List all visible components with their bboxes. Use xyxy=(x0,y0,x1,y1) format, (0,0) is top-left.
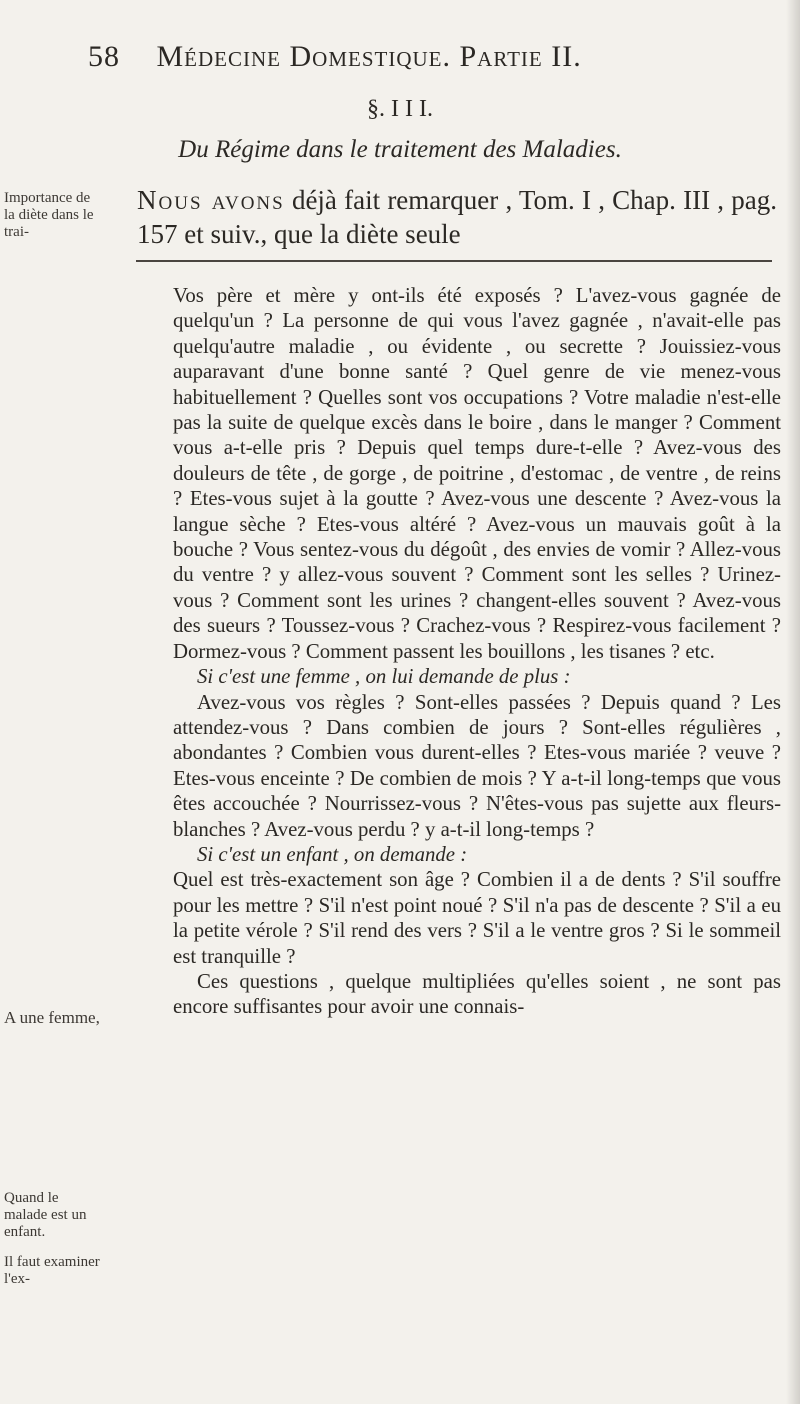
lead-first-words: Nous avons xyxy=(137,185,285,215)
margin-note-enfant: Quand le malade est un enfant. xyxy=(4,1190,87,1240)
section-title: Du Régime dans le traitement des Maladies. xyxy=(178,136,622,163)
section-number: §. I I I. xyxy=(367,96,433,122)
footnote-rule xyxy=(136,260,772,262)
lead-rest: déjà fait remarquer , Tom. I , Chap. III , pag. 157 et suiv., que la diète seule xyxy=(137,185,778,249)
paragraph-woman-questions: Avez-vous vos règles ? Sont-elles passées ? Depuis quand ? Les attendez-vous ? Dans combien de jours ? Sont-elles régulières , abondantes ? Combien vous durent-elles ? Etes-vous mariée ? veuve ? Etes-vous enceinte ? De combien de mois ? Y a-t-il long-temps que vous êtes accouchée ? Nourrissez-vous ? N'êtes-vous pas sujette aux fleurs-blanches ? Avez-vous perdu ? y a-t-il long-temps ? xyxy=(173,690,781,841)
margin-note-femme: A une femme, xyxy=(4,1008,100,1027)
margin-note-examiner: Il faut examiner l'ex- xyxy=(4,1254,100,1287)
paragraph-general-questions: Vos père et mère y ont-ils été exposés ? L'avez-vous gagnée de quelqu'un ? La personne de qui vous l'avez gagnée , n'avait-elle pas quelqu'autre maladie , ou évidente , ou secrette ? Jouissiez-vous auparavant d'une bonne santé ? Quel genre de vie menez-vous habituellement ? Quelles sont vos occupations ? Votre maladie n'est-elle pas la suite de quelque excès dans le boire , dans le manger ? Comment vous a-t-elle pris ? Depuis quel temps dure-t-elle ? Avez-vous des douleurs de tête , de gorge , de poitrine , d'estomac , de ventre , de reins ? Etes-vous sujet à la goutte ? Avez-vous une descente ? Avez-vous la langue sèche ? Etes-vous altéré ? Avez-vous un mauvais goût à la bouche ? Vous sentez-vous du dégoût , des envies de vomir ? Allez-vous du ventre ? y allez-vous souvent ? Comment sont les selles ? Urinez-vous ? Comment sont les urines ? changent-elles souvent ? Avez-vous des sueurs ? Toussez-vous ? Crachez-vous ? Respirez-vous facilement ? Dormez-vous ? Comment passent les bouillons , les tisanes ? etc. xyxy=(173,284,781,663)
lead-sentence xyxy=(137,183,777,251)
paragraph-closing: Ces questions , quelque multipliées qu'elles soient , ne sont pas encore suffisantes pour avoir une connais- xyxy=(173,969,781,1019)
paragraph-woman-lead: Si c'est une femme , on lui demande de plus : xyxy=(197,665,571,689)
running-title: Médecine Domestique. Partie II. xyxy=(156,40,582,73)
page-number: 58 xyxy=(88,40,120,73)
paragraph-child-questions: Quel est très-exactement son âge ? Combien il a de dents ? S'il souffre pour les mettre ? S'il n'est point noué ? S'il n'a pas de descente ? S'il a eu la petite vérole ? S'il rend des vers ? S'il a le ventre gros ? Si le sommeil est tranquille ? xyxy=(173,868,781,968)
footnote-body xyxy=(173,283,781,1020)
paragraph-child-lead: Si c'est un enfant , on demande : xyxy=(197,842,468,866)
page-edge-shadow xyxy=(786,0,800,1404)
margin-note-importance: Importance de la diète dans le trai- xyxy=(4,190,94,240)
running-head xyxy=(88,40,760,74)
